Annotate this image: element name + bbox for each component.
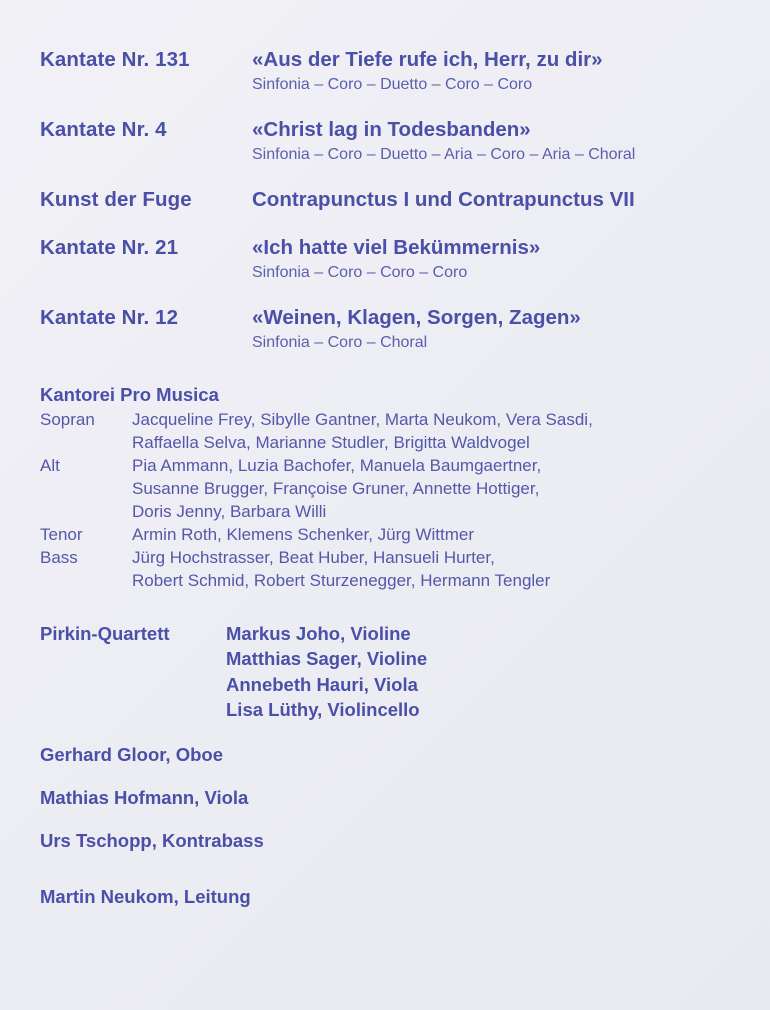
work-movements: Sinfonia – Coro – Coro – Coro — [252, 264, 468, 282]
voice-row-sopran — [40, 409, 740, 455]
work-title: «Aus der Tiefe rufe ich, Herr, zu dir» — [252, 48, 603, 71]
voice-members — [132, 524, 740, 547]
quartet-member: Matthias Sager, Violine — [226, 648, 428, 670]
work-label: Kantate Nr. 12 — [40, 306, 179, 330]
quartet-member: Annebeth Hauri, Viola — [226, 673, 418, 695]
voice-member-line: Robert Schmid, Robert Sturzenegger, Hermann Tengler — [132, 570, 551, 590]
work-body — [252, 48, 740, 96]
voice-row-tenor — [40, 524, 740, 547]
work-label: Kunst der Fuge — [40, 187, 192, 211]
voice-member-line: Doris Jenny, Barbara Willi — [132, 501, 327, 521]
work-title: Contrapunctus I und Contrapunctus VII — [252, 187, 635, 211]
quartet-member: Markus Joho, Violine — [226, 622, 411, 644]
work-item — [40, 118, 740, 166]
voice-name: Bass — [40, 547, 78, 567]
voice-member-line: Jacqueline Frey, Sibylle Gantner, Marta Neukom, Vera Sasdi, — [132, 410, 593, 430]
work-label: Kantate Nr. 131 — [40, 48, 190, 71]
voice-name: Sopran — [40, 410, 95, 430]
program-content — [40, 48, 740, 908]
work-item — [40, 306, 740, 354]
voice-member-line: Jürg Hochstrasser, Beat Huber, Hansueli Hurter, — [132, 547, 495, 567]
soloist-urs-tschopp: Urs Tschopp, Kontrabass — [40, 829, 264, 851]
work-body — [252, 188, 740, 212]
soloist-gerhard-gloor: Gerhard Gloor, Oboe — [40, 743, 223, 765]
work-title: «Ich hatte viel Bekümmernis» — [252, 236, 541, 260]
work-movements: Sinfonia – Coro – Duetto – Coro – Coro — [252, 76, 533, 94]
work-movements: Sinfonia – Coro – Choral — [252, 334, 428, 352]
work-body — [252, 118, 740, 166]
voice-name: Alt — [40, 456, 60, 475]
voice-member-line: Raffaella Selva, Marianne Studler, Brigitta Waldvogel — [132, 433, 530, 453]
voice-name: Tenor — [40, 524, 83, 544]
work-item — [40, 188, 740, 212]
work-label: Kantate Nr. 4 — [40, 117, 167, 141]
conductor: Martin Neukom, Leitung — [40, 885, 251, 907]
work-movements: Sinfonia – Coro – Duetto – Aria – Coro – Aria – Choral — [252, 146, 636, 164]
quartet-label: Pirkin-Quartett — [40, 622, 170, 644]
work-title: «Weinen, Klagen, Sorgen, Zagen» — [252, 306, 581, 330]
soloist-mathias-hofmann: Mathias Hofmann, Viola — [40, 786, 249, 808]
quartet-section — [40, 621, 740, 723]
voice-member-line: Armin Roth, Klemens Schenker, Jürg Wittmer — [132, 524, 475, 544]
voice-members — [132, 455, 740, 524]
choir-section — [40, 384, 740, 593]
work-item — [40, 48, 740, 96]
voice-row-alt — [40, 455, 740, 524]
voice-members — [132, 547, 740, 593]
quartet-member: Lisa Lüthy, Violincello — [226, 699, 420, 721]
work-label: Kantate Nr. 21 — [40, 236, 179, 260]
voice-row-bass — [40, 547, 740, 593]
work-body — [252, 306, 740, 354]
quartet-members — [226, 621, 427, 723]
work-title: «Christ lag in Todesbanden» — [252, 117, 531, 141]
voice-member-line: Susanne Brugger, Françoise Gruner, Annette Hottiger, — [132, 478, 540, 498]
voice-members — [132, 409, 740, 455]
choir-title: Kantorei Pro Musica — [40, 384, 219, 406]
work-body — [252, 236, 740, 284]
voice-member-line: Pia Ammann, Luzia Bachofer, Manuela Baumgaertner, — [132, 456, 542, 475]
work-item — [40, 236, 740, 284]
